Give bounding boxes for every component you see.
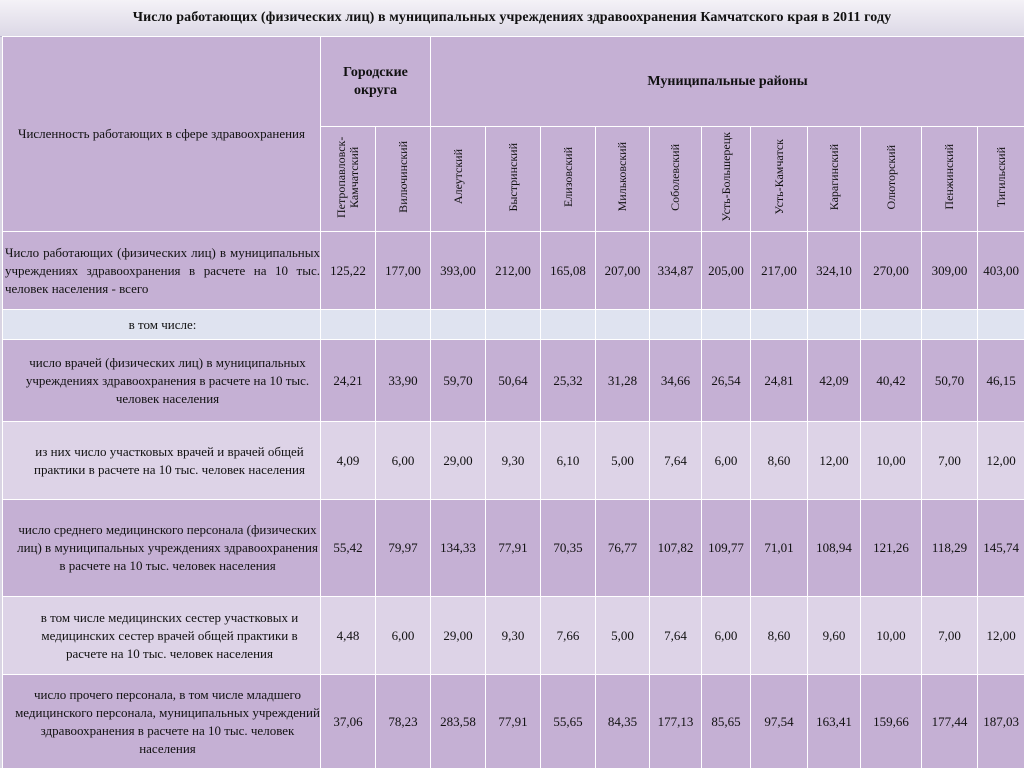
table-cell [650, 310, 702, 340]
table-row [3, 422, 1024, 500]
table-cell [376, 310, 431, 340]
table-row [3, 675, 1024, 769]
table-cell: 76,77 [596, 500, 650, 597]
table-cell: 59,70 [431, 340, 486, 422]
table-cell: 6,10 [541, 422, 596, 500]
table-cell: 55,65 [541, 675, 596, 769]
table-cell: 7,66 [541, 597, 596, 675]
column-header-label: Соболевский [669, 144, 682, 211]
table-cell: 77,91 [486, 500, 541, 597]
row-label: Число работающих (физических лиц) в муниципальных учреждениях здравоохранения в расчете на 10 тыс. человек населения - всего [3, 232, 321, 310]
table-cell: 165,08 [541, 232, 596, 310]
table-cell: 7,64 [650, 422, 702, 500]
table-cell: 334,87 [650, 232, 702, 310]
table-cell: 50,64 [486, 340, 541, 422]
table-cell: 5,00 [596, 597, 650, 675]
table-cell [431, 310, 486, 340]
column-header [978, 127, 1024, 232]
table-cell: 125,22 [321, 232, 376, 310]
table-cell: 55,42 [321, 500, 376, 597]
table-cell [321, 310, 376, 340]
table-cell: 4,09 [321, 422, 376, 500]
table-cell: 177,13 [650, 675, 702, 769]
table-row [3, 340, 1024, 422]
table-cell: 109,77 [702, 500, 751, 597]
column-header-label: Вилючинский [397, 141, 410, 213]
column-header-label: Пенжинский [943, 144, 956, 210]
table-cell: 12,00 [978, 422, 1024, 500]
table-cell: 10,00 [861, 422, 922, 500]
table-cell: 84,35 [596, 675, 650, 769]
column-header [922, 127, 978, 232]
table-cell: 5,00 [596, 422, 650, 500]
table-cell [486, 310, 541, 340]
table-cell: 9,30 [486, 597, 541, 675]
row-label: в том числе: [3, 310, 321, 340]
table-cell: 77,91 [486, 675, 541, 769]
row-label: число среднего медицинского персонала (физических лиц) в муниципальных учреждениях здравоохранения в расчете на 10 тыс. человек населения [3, 500, 321, 597]
table-cell: 34,66 [650, 340, 702, 422]
table-cell [861, 310, 922, 340]
corner-header: Численность работающих в сфере здравоохранения [3, 37, 321, 232]
table-cell: 163,41 [808, 675, 861, 769]
table-cell: 6,00 [702, 422, 751, 500]
row-label: в том числе медицинских сестер участковых и медицинских сестер врачей общей практики в расчете на 10 тыс. человек населения [3, 597, 321, 675]
table-cell: 8,60 [751, 597, 808, 675]
table-cell: 33,90 [376, 340, 431, 422]
column-header-label: Петропавловск-Камчатский [335, 128, 361, 226]
table-cell: 40,42 [861, 340, 922, 422]
table-cell: 403,00 [978, 232, 1024, 310]
column-header-label: Усть-Камчатск [773, 139, 786, 214]
table-cell: 12,00 [978, 597, 1024, 675]
table-cell: 7,00 [922, 597, 978, 675]
table-cell: 324,10 [808, 232, 861, 310]
column-header [486, 127, 541, 232]
table-cell: 212,00 [486, 232, 541, 310]
table-cell: 78,23 [376, 675, 431, 769]
table-cell [702, 310, 751, 340]
table-cell: 134,33 [431, 500, 486, 597]
table-cell [922, 310, 978, 340]
table-cell: 71,01 [751, 500, 808, 597]
table-cell [978, 310, 1024, 340]
table-cell [596, 310, 650, 340]
table-cell: 24,81 [751, 340, 808, 422]
column-header [376, 127, 431, 232]
table-cell [751, 310, 808, 340]
column-header [321, 127, 376, 232]
column-header [541, 127, 596, 232]
column-header [596, 127, 650, 232]
column-header-label: Мильковский [616, 142, 629, 211]
table-cell: 26,54 [702, 340, 751, 422]
table-cell: 12,00 [808, 422, 861, 500]
table-cell: 29,00 [431, 597, 486, 675]
table-row [3, 310, 1024, 340]
table-cell: 283,58 [431, 675, 486, 769]
column-header [808, 127, 861, 232]
table-cell: 9,60 [808, 597, 861, 675]
table-cell: 270,00 [861, 232, 922, 310]
table-cell: 24,21 [321, 340, 376, 422]
column-header-label: Алеутский [452, 149, 465, 204]
group-header-districts: Муниципальные районы [431, 37, 1024, 127]
table-cell: 10,00 [861, 597, 922, 675]
table-cell: 6,00 [376, 597, 431, 675]
column-header [751, 127, 808, 232]
table-cell: 8,60 [751, 422, 808, 500]
row-label: число прочего персонала, в том числе младшего медицинского персонала, муниципальных учреждений здравоохранения в расчете на 10 тыс. человек населения [3, 675, 321, 769]
table-cell: 79,97 [376, 500, 431, 597]
row-label: число врачей (физических лиц) в муниципальных учреждениях здравоохранения в расчете на 10 тыс. человек населения [3, 340, 321, 422]
table-cell: 6,00 [702, 597, 751, 675]
column-header-label: Тигильский [995, 147, 1008, 207]
table-cell: 177,00 [376, 232, 431, 310]
table-cell: 9,30 [486, 422, 541, 500]
table-cell: 177,44 [922, 675, 978, 769]
table-cell: 4,48 [321, 597, 376, 675]
table-cell: 159,66 [861, 675, 922, 769]
table-cell: 108,94 [808, 500, 861, 597]
table-cell: 145,74 [978, 500, 1024, 597]
column-header-label: Олюторский [885, 145, 898, 210]
table-cell [808, 310, 861, 340]
group-header-city: Городские округа [321, 37, 431, 127]
table-cell: 7,64 [650, 597, 702, 675]
column-header-label: Усть-Большерецк [720, 132, 733, 221]
table-cell: 393,00 [431, 232, 486, 310]
table-cell: 187,03 [978, 675, 1024, 769]
table-cell: 29,00 [431, 422, 486, 500]
table-cell: 121,26 [861, 500, 922, 597]
table-cell: 207,00 [596, 232, 650, 310]
table-row [3, 500, 1024, 597]
table-cell: 85,65 [702, 675, 751, 769]
table-row [3, 232, 1024, 310]
table-cell: 6,00 [376, 422, 431, 500]
table-cell: 37,06 [321, 675, 376, 769]
table-cell [541, 310, 596, 340]
table-cell: 7,00 [922, 422, 978, 500]
row-label: из них число участковых врачей и врачей общей практики в расчете на 10 тыс. человек населения [3, 422, 321, 500]
page-title: Число работающих (физических лиц) в муниципальных учреждениях здравоохранения Камчатского края в 2011 году [0, 0, 1024, 37]
column-header-label: Карагинский [828, 144, 841, 210]
table-cell: 97,54 [751, 675, 808, 769]
table-cell: 42,09 [808, 340, 861, 422]
table-cell: 205,00 [702, 232, 751, 310]
table-cell: 31,28 [596, 340, 650, 422]
table-cell: 309,00 [922, 232, 978, 310]
table-row [3, 597, 1024, 675]
column-header [702, 127, 751, 232]
column-header [431, 127, 486, 232]
table-cell: 118,29 [922, 500, 978, 597]
table-cell: 107,82 [650, 500, 702, 597]
table-cell: 70,35 [541, 500, 596, 597]
column-header-label: Быстринский [507, 143, 520, 212]
table-cell: 25,32 [541, 340, 596, 422]
health-staff-table [2, 36, 1024, 769]
column-header-label: Елизовский [562, 147, 575, 207]
column-header [650, 127, 702, 232]
table-cell: 46,15 [978, 340, 1024, 422]
column-header [861, 127, 922, 232]
table-cell: 50,70 [922, 340, 978, 422]
table-cell: 217,00 [751, 232, 808, 310]
